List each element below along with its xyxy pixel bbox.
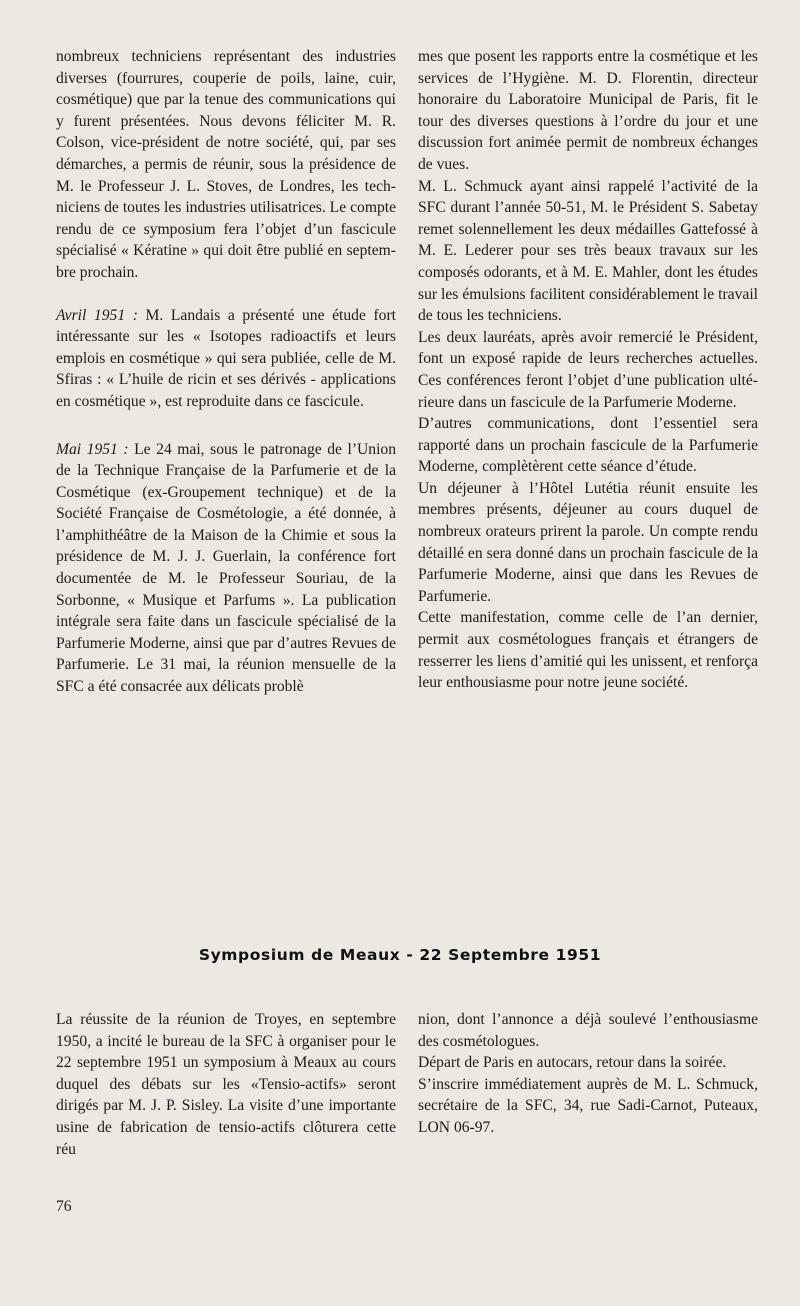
paragraph-troyes: La réussite de la réunion de Troyes, en septembre 1950, a incité le bureau de la SFC à organiser pour le 22 septembre 1951 un symposium à Meaux au cours duquel des débats sur les «Tensio-actifs» seront dirigés par M. J. P. Sisley. La visite d’une importante usine de fabrication de tensio-actifs clôturera cette réu (56, 1011, 396, 1158)
paragraph-enthusiasm: nion, dont l’annonce a déjà soulevé l’enthousiasme des cosmétologues. (418, 1011, 758, 1050)
paragraph-hygiene: mes que posent les rapports entre la cosmétique et les services de l’Hygiène. M. D. Florentin, directeur honoraire du Laboratoire Municipal de Paris, fit le tour des diverses questions à l’ordre du jour et une discussion fort animée permit de nombreux échanges de vues. (418, 48, 758, 173)
paragraph-may-1951 (56, 439, 396, 698)
paragraph-departure: Départ de Paris en autocars, retour dans la soirée. (418, 1054, 727, 1072)
paragraph-laureates: Les deux lauréats, après avoir remercié le Président, font un exposé rapide de leurs recherches actuelles. Ces conférences feront l’objet d’une publication ultérieure dans un fascicule de la Parfumerie Moderne. (418, 328, 758, 411)
paragraph-medals: M. L. Schmuck ayant ainsi rappelé l’activité de la SFC durant l’année 50-51, M. le Président S. Sabetay remet solennellement les deux médailles Gattefossé à M. E. Lederer pour ses très beaux travaux sur les composés odorants, et à M. E. Mahler, dont les études sur les émulsions facilitent considérablement le travail de tous les techniciens. (418, 177, 758, 325)
paragraph-communications: D’autres communications, dont l’essentiel sera rapporté dans un prochain fascicule de la Parfumerie Moderne, complètèrent cette séance d’étude. (418, 415, 758, 476)
section-heading-symposium-meaux: Symposium de Meaux - 22 Septembre 1951 (198, 946, 602, 964)
paragraph-registration: S’inscrire immédiatement auprès de M. L. Schmuck, secrétaire de la SFC, 34, rue Sadi-Carnot, Puteaux, LON 06-97. (418, 1075, 758, 1136)
column-right-bottom (418, 1009, 758, 1139)
column-right-top (418, 46, 758, 694)
page-number: 76 (56, 1198, 72, 1215)
date-april-1951: Avril 1951 : (56, 306, 138, 324)
paragraph-may-text: Le 24 mai, sous le patronage de l’Union de la Technique Française de la Parfumerie et de la Cosmétique (ex-Groupement technique) et de la Société Française de Cosmétologie, a été donnée, à l’amphithéâtre de la Maison de la Chimie et sous la présidence de M. J. J. Guerlain, la conférence fort documentée de M. le Professeur Souriau, de la Sorbonne, « Musique et Parfums ». La publication intégrale sera faite dans un fascicule spécialisé de la Parfumerie Moderne, ainsi que par d’autres Revues de Parfumerie. Le 31 mai, la réunion mensuelle de la SFC a été consacrée aux délicats problè (56, 440, 397, 696)
paragraph-lunch: Un déjeuner à l’Hôtel Lutétia réunit ensuite les membres présents, déjeuner au cours duquel de nombreux orateurs prirent la parole. Un compte rendu détaillé en sera donné dans un prochain fascicule de la Parfumerie Moderne, ainsi que dans les Revues de Parfumerie. (418, 479, 758, 605)
paragraph-april-text: M. Landais a présenté une étude fort intéressante sur les « Isotopes radioactifs et leurs emplois en cosmétique » qui sera publiée, celle de M. Sfiras : « L’huile de ricin et ses dérivés - applications en cosmétique », est reproduite dans ce fascicule. (56, 306, 396, 410)
date-may-1951: Mai 1951 : (56, 440, 129, 458)
paragraph-manifestation: Cette manifestation, comme celle de l’an dernier, permit aux cosmétologues français et étrangers de resserrer les liens d’amitié qui les unissent, et renforça leur enthousiasme pour notre jeune société. (418, 609, 758, 692)
column-left-top (56, 46, 396, 698)
paragraph-april-1951 (56, 305, 396, 413)
column-left-bottom (56, 1009, 396, 1160)
paragraph-keratine: nombreux techniciens représentant des industries diverses (fourrures, couperie de poils, laine, cuir, cosmétique) que par la tenue des communications qui y furent présentées. Nous devons féliciter M. R. Colson, vice-président de notre société, qui, par ses démarches, a permis de réunir, sous la présidence de M. le Professeur J. L. Stoves, de Londres, les techniciens de toutes les industries utilisatrices. Le compte rendu de ce symposium fera l’objet d’un fascicule spécialisé « Kératine » qui doit être publié en septembre prochain. (56, 48, 396, 281)
